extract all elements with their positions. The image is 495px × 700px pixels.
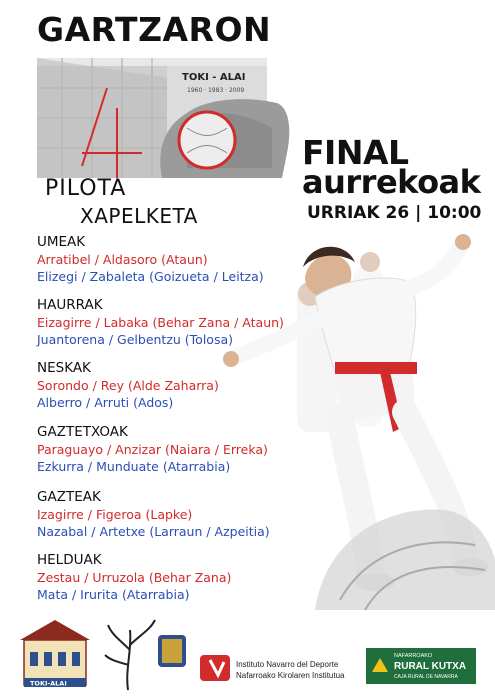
rk-line2: RURAL KUTXA (394, 661, 467, 672)
team-red: Zestau / Urruzola (Behar Zana) (37, 570, 232, 585)
category-name: HAURRAK (37, 297, 103, 313)
team-red: Arratibel / Aldasoro (Ataun) (37, 252, 208, 267)
team-red: Eizagirre / Labaka (Behar Zana / Ataun) (37, 315, 284, 330)
team-blue: Ezkurra / Munduate (Atarrabia) (37, 459, 231, 474)
ball-icon (179, 112, 235, 168)
toki-alai-logo-icon (20, 620, 90, 688)
fronton-photo (37, 58, 292, 178)
sponsor-logos (0, 610, 495, 700)
category-name: NESKAK (37, 360, 91, 376)
team-red: Paraguayo / Anzizar (Naiara / Erreka) (37, 442, 268, 457)
fronton-name: TOKI - ALAI (182, 72, 246, 83)
category-name: HELDUAK (37, 552, 102, 568)
event-date: URRIAK 26 | 10:00 (307, 203, 482, 223)
big-ball-icon (305, 500, 495, 610)
category-gaztetxoak (37, 424, 297, 475)
category-helduak (37, 552, 297, 603)
category-name: UMEAK (37, 234, 86, 250)
team-blue: Nazabal / Artetxe (Larraun / Azpeitia) (37, 524, 270, 539)
category-gazteak (37, 489, 297, 540)
category-neskak (37, 360, 297, 411)
logo-xapelketa-text: XAPELKETA (80, 204, 198, 228)
indnd-line2: Nafarroako Kirolaren Institutua (236, 671, 345, 680)
team-red: Sorondo / Rey (Alde Zaharra) (37, 378, 219, 393)
tree-crest-logo-icon (105, 620, 186, 690)
poster-title: GARTZARON (37, 10, 272, 49)
team-blue: Alberro / Arruti (Ados) (37, 395, 174, 410)
indnd-line1: Instituto Navarro del Deporte (236, 660, 339, 669)
rk-line3: CAJA RURAL DE NAVARRA (394, 674, 458, 680)
rk-line1: NAFARROAKO (394, 653, 433, 659)
category-umeak (37, 234, 297, 285)
category-haurrak (37, 297, 297, 348)
category-name: GAZTEAK (37, 489, 101, 505)
team-blue: Juantorena / Gelbentzu (Tolosa) (37, 332, 233, 347)
indnd-logo-icon (200, 655, 230, 681)
category-name: GAZTETXOAK (37, 424, 128, 440)
toki-alai-logo-text: TOKI-ALAI (30, 679, 67, 688)
event-aurrekoak: aurrekoak (302, 163, 481, 201)
event-final: FINAL (302, 133, 409, 172)
team-red: Izagirre / Figeroa (Lapke) (37, 507, 193, 522)
fronton-years: 1960 · 1983 · 2009 (187, 87, 245, 94)
team-blue: Mata / Irurita (Atarrabia) (37, 587, 190, 602)
team-blue: Elizegi / Zabaleta (Goizueta / Leitza) (37, 269, 264, 284)
logo-pilota-text: PILOTA (45, 176, 127, 201)
